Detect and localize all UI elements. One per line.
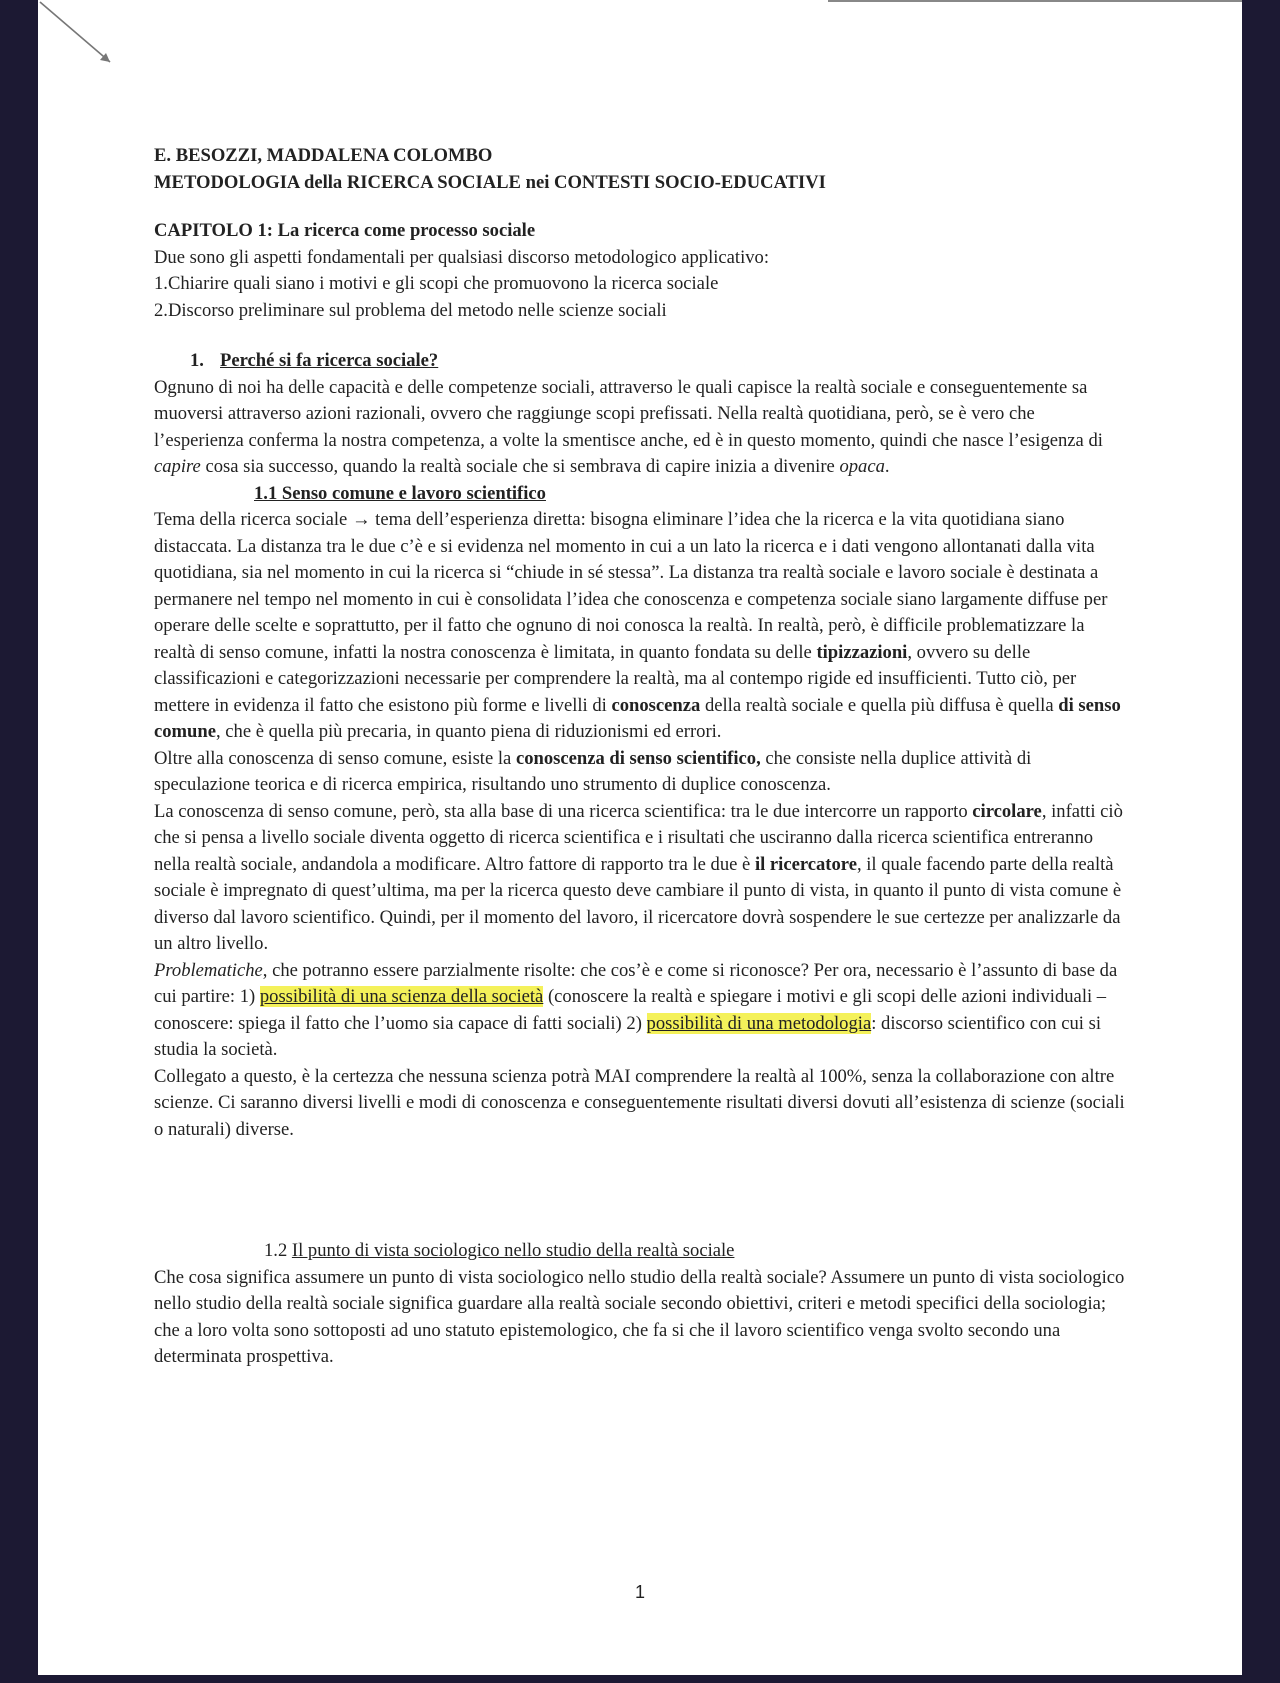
document-body — [154, 143, 1129, 1371]
doc-title: METODOLOGIA della RICERCA SOCIALE nei CONTESTI SOCIO-EDUCATIVI — [154, 171, 826, 193]
scan-top-edge — [828, 0, 1242, 2]
section-1-1-paragraph-4: Problematiche, che potranno essere parzialmente risolte: che cos’è e come si riconosce? Per ora, necessario è l’assunto di base da cui partire: 1) possibilità di una scienza della società (conoscere la realtà e spiegare i motivi e gli scopi delle azioni individuali – conoscere: spiega il fatto che l’uomo sia capace di fatti sociali) 2) possibilità di una metodologia: discorso scientifico con cui si studia la società. — [154, 959, 1118, 1060]
section-1-1-paragraph-3: La conoscenza di senso comune, però, sta alla base di una ricerca scientifica: tra le due intercorre un rapporto circolare, infatti ciò che si pensa a livello sociale diventa oggetto di ricerca scientifica e i risultati che usciranno dalla ricerca scientifica entreranno nella realtà sociale, andandola a modificare. Altro fattore di rapporto tra le due è il ricercatore, il quale facendo parte della realtà sociale è impregnato di quest’ultima, ma per la ricerca questo deve cambiare il punto di vista, in quanto il punto di vista comune è diverso dal lavoro scientifico. Quindi, per il momento del lavoro, il ricercatore dovrà sospendere le sue certezze per analizzarle da un altro livello. — [154, 800, 1123, 954]
section-1-2-heading: 1.2 Il punto di vista sociologico nello studio della realtà sociale — [264, 1240, 735, 1261]
section-1-1-paragraph-2: Oltre alla conoscenza di senso comune, esiste la conoscenza di senso scientifico, che consiste nella duplice attività di speculazione teorica e di ricerca empirica, risultando uno strumento di duplice conoscenza. — [154, 747, 1032, 795]
page-number: 1 — [634, 1582, 645, 1602]
chapter-intro: Due sono gli aspetti fondamentali per qualsiasi discorso metodologico applicativo: — [154, 246, 770, 268]
chapter-title: CAPITOLO 1: La ricerca come processo sociale — [154, 220, 536, 241]
chapter-point-1: 1.Chiarire quali siano i motivi e gli scopi che promuovono la ricerca sociale — [154, 273, 719, 294]
doc-authors: E. BESOZZI, MADDALENA COLOMBO — [154, 145, 493, 166]
arrow-icon — [38, 0, 158, 80]
section-1-1-paragraph-1: Tema della ricerca sociale → tema dell’esperienza diretta: bisogna eliminare l’idea che la ricerca e la vita quotidiana siano distaccata. La distanza tra le due c’è e si evidenza nel momento in cui a un lato la ricerca e i dati vengono allontanati dalla vita quotidiana, sia nel momento in cui la ricerca si “chiude in sé stessa”. La distanza tra realtà sociale e lavoro sociale è destinata a permanere nel tempo nel momento in cui è consolidata l’idea che conoscenza e competenza sociale siano largamente diffuse per operare delle scelte e soprattutto, per il fatto che ognuno di noi conosca la realtà. In realtà, però, è difficile problematizzare la realtà di senso comune, infatti la nostra conoscenza è limitata, in quanto fondata su delle tipizzazioni, ovvero su delle classificazioni e categorizzazioni necessarie per comprendere la realtà, ma al contempo rigide ed insufficienti. Tutto ciò, per mettere in evidenza il fatto che esistono più forme e livelli di conoscenza della realtà sociale e quella più diffusa è quella di senso comune, che è quella più precaria, in quanto piena di riduzionismi ed errori. — [154, 509, 1121, 742]
section-1-paragraph: Ognuno di noi ha delle capacità e delle competenze sociali, attraverso le quali capisce la realtà sociale e conseguentemente sa muoversi attraverso azioni razionali, ovvero che raggiunge scopi prefissati. Nella realtà quotidiana, però, se è vero che l’esperienza conferma la nostra competenza, a volte la smentisce anche, ed è in questo momento, quindi che nasce l’esigenza di capire cosa sia successo, quando la realtà sociale che si sembrava di capire inizia a divenire opaca. — [154, 376, 1103, 477]
section-1-2-paragraph: Che cosa significa assumere un punto di vista sociologico nello studio della realtà sociale? Assumere un punto di vista sociologico nello studio della realtà sociale significa guardare alla realtà sociale secondo obiettivi, criteri e metodi specifici della sociologia; che a loro volta sono sottoposti ad uno statuto epistemologico, che fa si che il lavoro scientifico venga svolto secondo una determinata prospettiva. — [154, 1266, 1125, 1367]
document-page — [38, 0, 1242, 1675]
highlight-metodologia: possibilità di una metodologia — [646, 1012, 872, 1034]
section-1-1-paragraph-5: Collegato a questo, è la certezza che nessuna scienza potrà MAI comprendere la realtà al 100%, senza la collaborazione con altre scienze. Ci saranno diversi livelli e modi di conoscenza e conseguentemente risultati diversi dovuti all’esistenza di scienze (sociali o naturali) diverse. — [154, 1065, 1125, 1140]
highlight-scienza-societa: possibilità di una scienza della società — [259, 986, 544, 1007]
chapter-point-2: 2.Discorso preliminare sul problema del metodo nelle scienze sociali — [154, 299, 667, 321]
section-1-1-heading: 1.1 Senso comune e lavoro scientifico — [254, 482, 546, 504]
section-1-heading: 1. Perché si fa ricerca sociale? — [190, 350, 439, 371]
